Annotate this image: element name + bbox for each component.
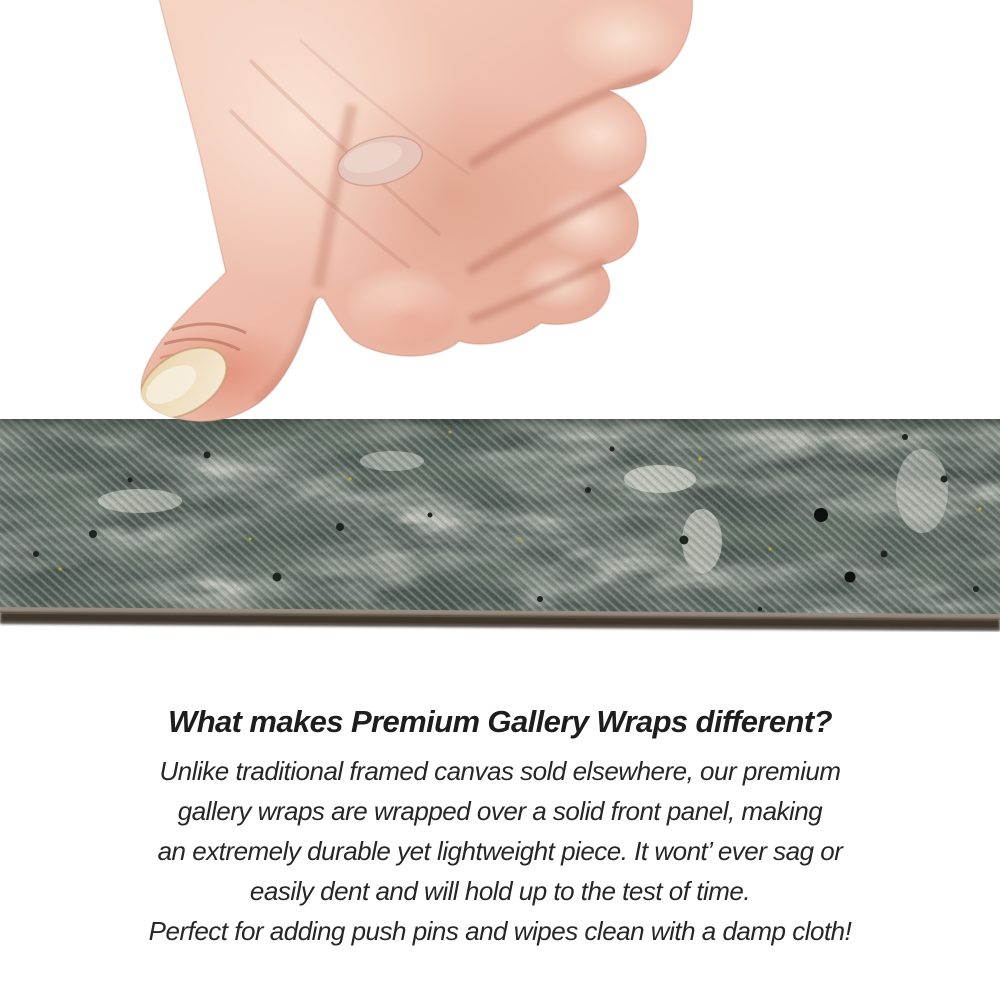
canvas-edge-photo xyxy=(0,419,1000,633)
headline: What makes Premium Gallery Wraps different? xyxy=(168,704,832,739)
body-line-3: an extremely durable yet lightweight piece. It wont’ ever sag or xyxy=(157,836,843,866)
canvas-fabric xyxy=(0,419,1000,619)
body-line-5: Perfect for adding push pins and wipes clean with a damp cloth! xyxy=(148,916,852,946)
hand-photo xyxy=(0,0,1000,432)
caption-block xyxy=(0,702,1000,951)
body-line-2: gallery wraps are wrapped over a solid front panel, making xyxy=(177,796,823,826)
fingertip-redness xyxy=(356,284,460,352)
body-line-4: easily dent and will hold up to the test of time. xyxy=(249,876,751,906)
canvas-texture-graphic xyxy=(0,419,1000,633)
body-line-1: Unlike traditional framed canvas sold elsewhere, our premium xyxy=(159,756,841,786)
